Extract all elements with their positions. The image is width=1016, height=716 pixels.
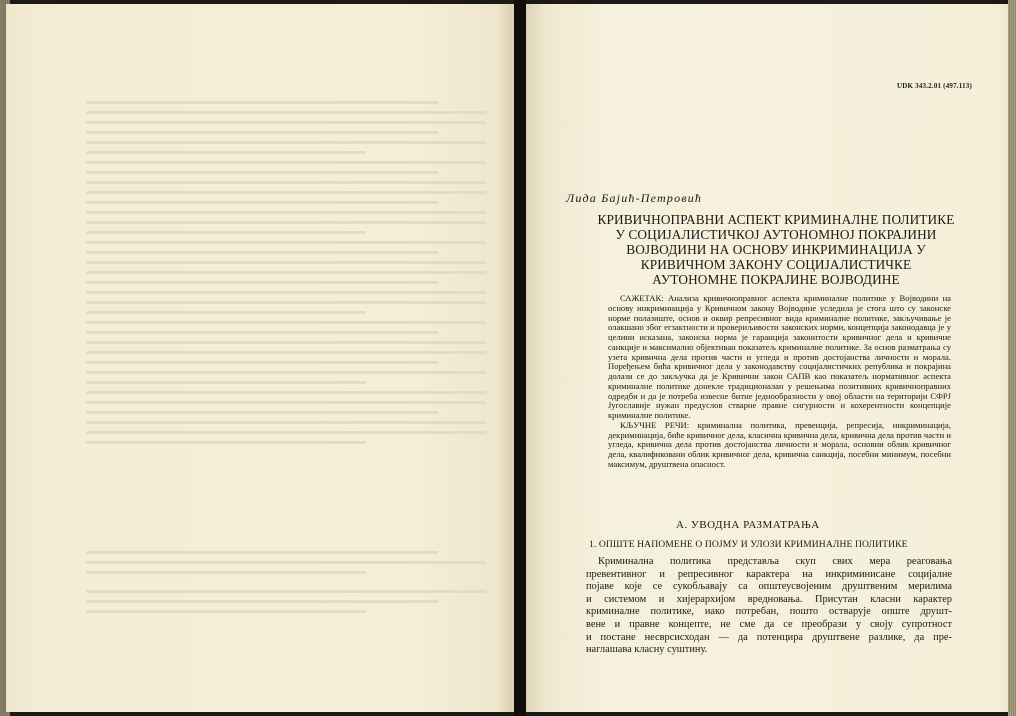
body-line: вене и правне концепте, не сме да се преобрази у своју супротност: [586, 618, 952, 630]
show-through-footnotes: [86, 544, 486, 620]
body-line: криминалне политике, иако потребан, пошто остварује опште друшт-: [586, 606, 952, 618]
subsection-heading: 1. ОПШТЕ НАПОМЕНЕ О ПОЈМУ И УЛОЗИ КРИМИНАЛНЕ ПОЛИТИКЕ: [589, 539, 908, 550]
right-page: [526, 4, 1010, 712]
body-line: наглашава класну суштину.: [586, 644, 708, 656]
author-name: Лида Бајић-Петровић: [566, 191, 703, 205]
body-line: појаве које се сукобљавају са општеусвојеним друштвеним мерилима: [586, 581, 952, 593]
title-line: КРИВИЧНОМ ЗАКОНУ СОЦИЈАЛИСТИЧКЕ: [640, 257, 912, 272]
article-title: [574, 212, 978, 287]
abstract-block: [608, 294, 951, 470]
body-line: Криминална политика представља скуп свих мера реаговања: [598, 556, 952, 567]
section-heading: А. УВОДНА РАЗМАТРАЊА: [676, 519, 820, 531]
body-line: превентивног и репресивног карактера на инкриминисане социјалне: [586, 568, 952, 580]
title-line: КРИВИЧНОПРАВНИ АСПЕКТ КРИМИНАЛНЕ ПОЛИТИКЕ: [597, 212, 955, 227]
book-gutter: [514, 0, 526, 716]
left-page: [6, 4, 514, 712]
title-line: ВОЈВОДИНИ НА ОСНОВУ ИНКРИМИНАЦИЈА У: [626, 242, 926, 257]
body-line: и системом и хијерархијом вредновања. Присутан класни карактер: [586, 593, 952, 605]
body-paragraph: [586, 556, 952, 657]
book-edge-right: [1008, 0, 1016, 716]
abstract-text: САЖЕТАК: Анализа кривичноправног аспекта криминалне политике у Војводини на основу инкриминација у Кривичном закону Војводине уследила је стога што су законске норме полазиште, основ и оквир репресивног вида криминалне политике, закључивање је олакшано због егзактности и провериљивости законских норми, концепција законодавца је у целини исказана, законска норма је гаранција законитости кривичног дела и кривичне санкције и максимално објективан показатељ криминалне политике. За основ разматрања су узета кривична дела против части и угледа и против достојанства личности и морала. Поређењем бића кривичног дела у законодавству социјалистичких република и покрајина долази се до закључка да је Кривични закон САПВ као показатељ нормативног аспекта криминалне политике донекле традиционалан у решењима позитивних кривичноправних одредби и да је потреба извесне битне једнообразности у овој области на територији СФРЈ Југославије нужан предуслов стварне правне сигурности и кохерентности концепције криминалне политике.: [608, 293, 951, 420]
show-through-text: [86, 94, 486, 451]
title-line: У СОЦИЈАЛИСТИЧКОЈ АУТОНОМНОЈ ПОКРАЈИНИ: [615, 227, 937, 242]
body-line: и постане несврсисходан — да потенцира друштвене разлике, да пре-: [586, 631, 952, 643]
title-line: АУТОНОМНЕ ПОКРАЈИНЕ ВОЈВОДИНЕ: [652, 272, 900, 287]
keywords-text: КЉУЧНЕ РЕЧИ: криминална политика, превенција, репресија, инкриминација, декриминација, биће кривичног дела, класична кривична дела, кривична дела против части и угледа, кривична дела против достојанства личности и морала, основни облик кривичног дела, квалификовани облик кривичног дела, кривична санкција, посебни минимум, посебни максимум, друштвена опасност.: [608, 419, 951, 469]
udk-code: UDK 343.2.01 (497.113): [897, 82, 972, 90]
